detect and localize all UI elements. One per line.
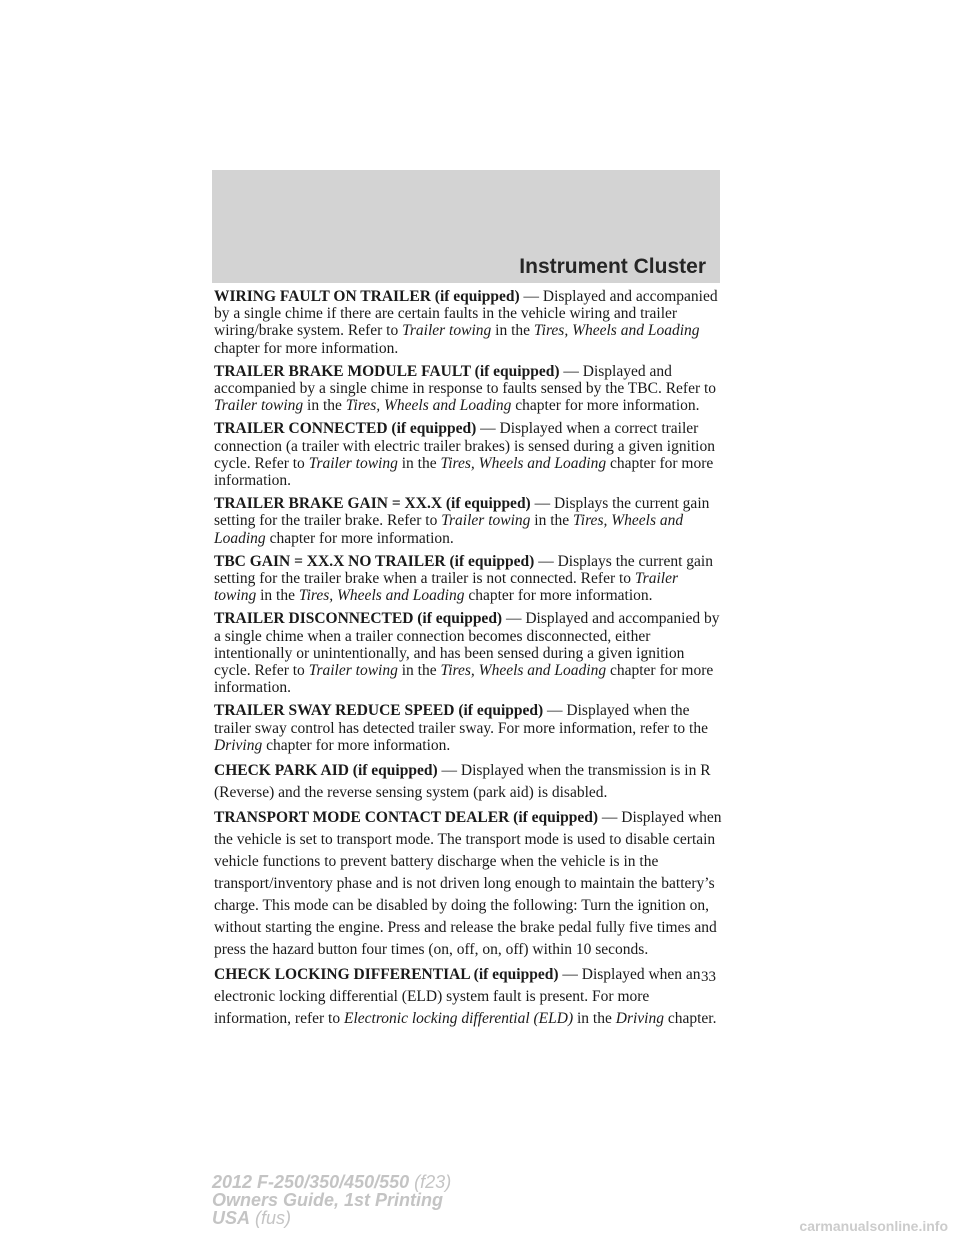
message-entry bbox=[214, 610, 722, 696]
message-term: TRAILER CONNECTED (if equipped) bbox=[214, 420, 477, 438]
message-description: in the bbox=[491, 322, 534, 340]
message-entry bbox=[214, 420, 722, 489]
message-term: TRAILER SWAY REDUCE SPEED (if equipped) bbox=[214, 702, 544, 720]
message-term: CHECK PARK AID (if equipped) bbox=[214, 762, 438, 780]
message-entry bbox=[214, 807, 722, 961]
message-description: chapter for more information. bbox=[214, 662, 714, 697]
message-term: TRANSPORT MODE CONTACT DEALER (if equipped) bbox=[214, 809, 598, 827]
cross-reference: Trailer towing bbox=[402, 322, 492, 340]
message-description: — Displayed and accompanied by a single chime when a trailer connection becomes disconnected, either intentionally or unintentionally, and has been sensed during a given ignition cycle. Refer to bbox=[214, 610, 720, 680]
message-entry bbox=[214, 495, 722, 547]
message-entry bbox=[214, 702, 722, 754]
message-term: TRAILER DISCONNECTED (if equipped) bbox=[214, 610, 503, 628]
cross-reference: Tires, Wheels and Loading bbox=[440, 454, 607, 472]
message-entry bbox=[214, 553, 722, 605]
document-footer bbox=[212, 1173, 451, 1227]
cross-reference: Trailer towing bbox=[214, 397, 304, 415]
cross-reference: Tires, Wheels and Loading bbox=[214, 512, 684, 547]
message-description: in the bbox=[256, 587, 299, 605]
footer-line-region bbox=[212, 1209, 451, 1227]
footer-model: 2012 F-250/350/450/550 bbox=[212, 1172, 410, 1192]
message-entry bbox=[214, 760, 722, 804]
message-entry bbox=[214, 288, 722, 357]
footer-line-printing: Owners Guide, 1st Printing bbox=[212, 1190, 444, 1210]
message-description: chapter for more information. bbox=[265, 529, 454, 547]
message-term: TRAILER BRAKE MODULE FAULT (if equipped) bbox=[214, 362, 560, 380]
message-description: — Displayed when the vehicle is set to transport mode. The transport mode is used to disable certain vehicle functions to prevent battery discharge when the vehicle is in the transport/inventory phase and is not driven long enough to maintain the battery’s charge. This mode can be disabled by doing the following: Turn the ignition on, without starting the engine. Press and release the brake pedal fully five times and press the hazard button four times (on, off, on, off) within 10 seconds. bbox=[214, 809, 722, 959]
message-entry bbox=[214, 363, 722, 415]
message-description: in the bbox=[397, 454, 441, 472]
message-description: — Displayed when the transmission is in R (Reverse) and the reverse sensing system (park aid) is disabled. bbox=[214, 762, 711, 802]
message-description: chapter for more information. bbox=[262, 736, 451, 754]
message-entry bbox=[214, 964, 722, 1030]
message-description: chapter for more information. bbox=[511, 397, 700, 415]
message-description: in the bbox=[397, 662, 441, 680]
message-description: chapter for more information. bbox=[214, 339, 399, 357]
cross-reference: Tires, Wheels and Loading bbox=[345, 397, 512, 415]
message-term: TRAILER BRAKE GAIN = XX.X (if equipped) bbox=[214, 495, 531, 513]
message-description: in the bbox=[530, 512, 574, 530]
message-term: WIRING FAULT ON TRAILER (if equipped) bbox=[214, 288, 520, 305]
page-number: 33 bbox=[701, 969, 716, 985]
cross-reference: Tires, Wheels and Loading bbox=[298, 587, 465, 605]
message-description: chapter for more information. bbox=[214, 454, 714, 490]
chapter-header-band bbox=[212, 170, 720, 283]
message-term: TBC GAIN = XX.X NO TRAILER (if equipped) bbox=[214, 552, 535, 570]
message-description: in the bbox=[573, 1010, 616, 1028]
footer-region: USA bbox=[212, 1208, 251, 1228]
message-description: in the bbox=[303, 397, 346, 415]
message-description: — Displays the current gain setting for the trailer brake. Refer to bbox=[214, 495, 710, 530]
footer-line-model bbox=[212, 1173, 451, 1191]
message-description: — Displayed when an electronic locking differential (ELD) system fault is present. For more information, refer to bbox=[214, 966, 701, 1028]
message-description: chapter for more information. bbox=[464, 587, 653, 605]
chapter-title: Instrument Cluster bbox=[519, 255, 706, 278]
watermark-text: carmanualsonline.info bbox=[799, 1218, 948, 1234]
cross-reference: Driving bbox=[214, 736, 263, 754]
cross-reference: Tires, Wheels and Loading bbox=[533, 322, 700, 340]
cross-reference: Trailer towing bbox=[308, 454, 398, 472]
cross-reference: Trailer towing bbox=[308, 662, 398, 680]
message-description: — Displayed and accompanied by a single chime in response to faults sensed by the TBC. Refer to bbox=[214, 362, 717, 398]
message-term: CHECK LOCKING DIFFERENTIAL (if equipped) bbox=[214, 966, 559, 984]
footer-model-code: (f23) bbox=[409, 1172, 452, 1192]
footer-region-code: (fus) bbox=[250, 1208, 292, 1228]
message-description: — Displayed and accompanied by a single chime if there are certain faults in the vehicle wiring and trailer wiring/brake system. Refer to bbox=[214, 288, 718, 340]
cross-reference: Trailer towing bbox=[214, 570, 678, 605]
cross-reference: Trailer towing bbox=[441, 512, 531, 530]
message-description: — Displayed when the trailer sway control has detected trailer sway. For more information, refer to the bbox=[214, 702, 708, 737]
manual-body bbox=[214, 288, 722, 1033]
message-description: — Displayed when a correct trailer connection (a trailer with electric trailer brakes) is sensed during a given ignition cycle. Refer to bbox=[214, 420, 715, 472]
message-description: chapter. bbox=[663, 1010, 717, 1028]
message-description: — Displays the current gain setting for the trailer brake when a trailer is not connected. Refer to bbox=[214, 552, 713, 588]
cross-reference: Driving bbox=[615, 1010, 664, 1028]
cross-reference: Tires, Wheels and Loading bbox=[440, 662, 607, 680]
cross-reference: Electronic locking differential (ELD) bbox=[343, 1010, 574, 1028]
